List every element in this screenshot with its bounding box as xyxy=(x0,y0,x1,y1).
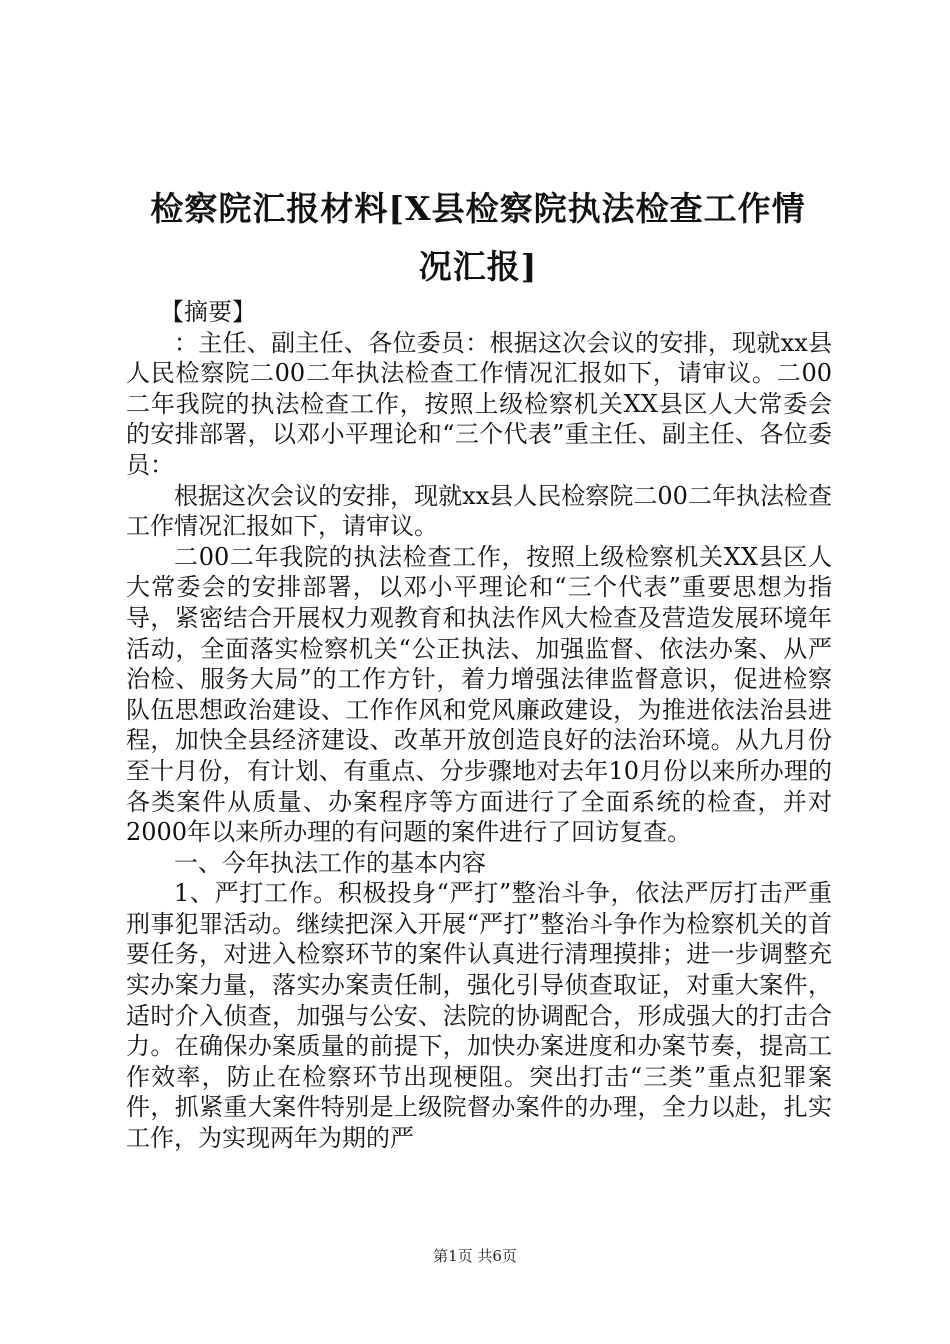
paragraph: 1、严打工作。积极投身“严打”整治斗争，依法严厉打击严重刑事犯罪活动。继续把深入开展“严打”整治斗争作为检察机关的首要任务，对进入检察环节的案件认真进行清理摸排；进一步调整充实办案力量，落实办案责任制，强化引导侦查取证，对重大案件，适时介入侦查，加强与公安、法院的协调配合，形成强大的打击合力。在确保办案质量的前提下，加快办案进度和办案节奏，提高工作效率，防止在检察环节出现梗阻。突出打击“三类”重点犯罪案件，抓紧重大案件特别是上级院督办案件的办理，全力以赴，扎实工作，为实现两年为期的严 xyxy=(126,879,832,1153)
paragraph: ：主任、副主任、各位委员：根据这次会议的安排，现就xx县人民检察院二00二年执法检查工作情况汇报如下，请审议。二00二年我院的执法检查工作，按照上级检察机关XX县区人大常委会的安排部署，以邓小平理论和“三个代表”重主任、副主任、各位委员： xyxy=(126,328,832,479)
paragraph: 二00二年我院的执法检查工作，按照上级检察机关XX县区人大常委会的安排部署，以邓小平理论和“三个代表”重要思想为指导，紧密结合开展权力观教育和执法作风大检查及营造发展环境年活动，全面落实检察机关“公正执法、加强监督、依法办案、从严治检、服务大局”的工作方针，着力增强法律监督意识，促进检察队伍思想政治建设、工作作风和党风廉政建设，为推进依法治县进程，加快全县经济建设、改革开放创造良好的法治环境。从九月份至十月份，有计划、有重点、分步骤地对去年10月份以来所办理的各类案件从质量、办案程序等方面进行了全面系统的检查，并对2000年以来所办理的有问题的案件进行了回访复查。 xyxy=(126,542,832,847)
paragraph: 根据这次会议的安排，现就xx县人民检察院二00二年执法检查工作情况汇报如下，请审议。 xyxy=(126,481,832,541)
document-body xyxy=(126,297,832,1154)
page-footer: 第1页 共6页 xyxy=(433,1247,517,1265)
document-title-line-1: 检察院汇报材料[X县检察院执法检查工作情 xyxy=(150,189,806,228)
abstract-label: 【摘要】 xyxy=(160,298,256,326)
section-heading: 一、今年执法工作的基本内容 xyxy=(174,848,486,877)
document-title-line-2: 况汇报] xyxy=(418,247,538,286)
